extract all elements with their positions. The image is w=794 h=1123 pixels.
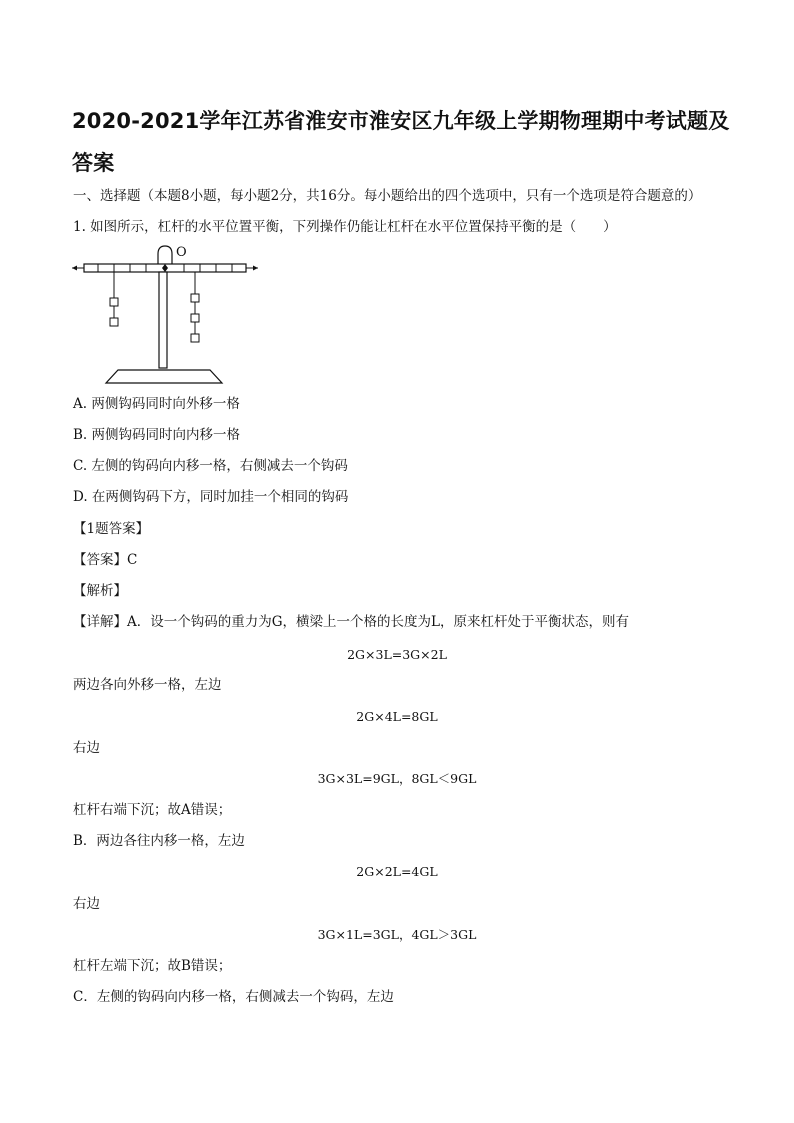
option-c: C. 左侧的钩码向内移一格，右侧减去一个钩码 [73,458,348,474]
pivot-hook [158,246,172,266]
answer: 【答案】C [73,552,138,568]
left-weights [110,272,118,326]
pivot-label: O [176,245,187,260]
right-weights [191,272,199,342]
left-arrow-head [72,266,77,271]
answer-heading: 【1题答案】 [73,521,150,537]
equation-5: 3G×1L=3GL，4GL＞3GL [317,927,477,942]
equation-4: 2G×2L=4GL [356,864,438,879]
detail-text: 【详解】A．设一个钩码的重力为G，横梁上一个格的长度为L，原来杠杆处于平衡状态，则有 [73,614,629,630]
option-a: A. 两侧钩码同时向外移一格 [73,396,240,412]
text-a-conclusion: 杠杆右端下沉；故A错误； [73,802,232,818]
option-d: D. 在两侧钩码下方，同时加挂一个相同的钩码 [73,489,349,505]
equation-1: 2G×3L=3G×2L [347,647,447,662]
question-1-stem: 1. 如图所示，杠杆的水平位置平衡，下列操作仍能让杠杆在水平位置保持平衡的是（ ） [73,219,617,235]
text-b: B．两边各往内移一格，左边 [73,833,245,849]
option-b: B. 两侧钩码同时向内移一格 [73,427,241,443]
stand-base [106,370,222,383]
text-right-1: 右边 [73,740,100,756]
document-title: 2020-2021学年江苏省淮安市淮安区九年级上学期物理期中考试题及答案 [72,109,730,175]
equation-3: 3G×3L=9GL，8GL＜9GL [317,771,477,786]
stand-pole [159,272,167,368]
text-b-conclusion: 杠杆左端下沉；故B错误； [73,958,232,974]
section-heading: 一、选择题（本题8小题，每小题2分，共16分。每小题给出的四个选项中，只有一个选项是符合题意的） [73,188,702,204]
lever-figure [70,240,260,390]
text-c: C．左侧的钩码向内移一格，右侧减去一个钩码，左边 [73,989,394,1005]
text-a-move-out: 两边各向外移一格，左边 [73,677,222,693]
right-arrow-head [253,266,258,271]
analysis-heading: 【解析】 [73,583,127,599]
text-right-2: 右边 [73,896,100,912]
lever-diagram [70,240,260,390]
equation-2: 2G×4L=8GL [356,709,438,724]
